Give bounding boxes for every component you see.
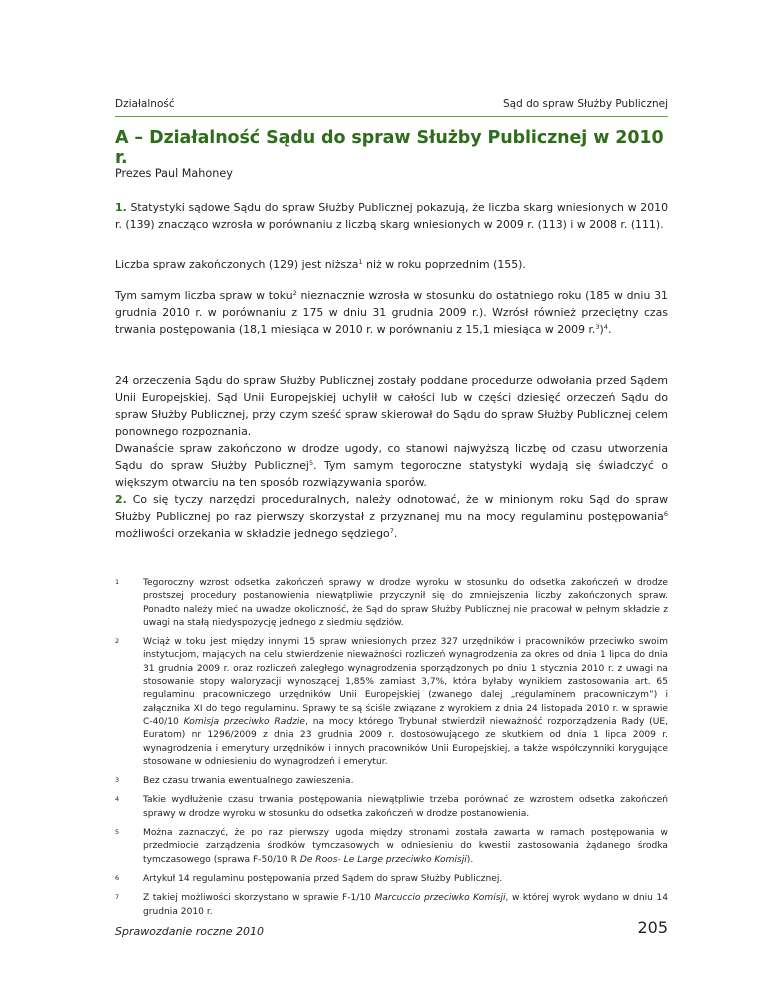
footnote-number: 7 [115,893,120,902]
paragraph-4 [115,372,668,440]
case-name: Komisja przeciwko Radzie [183,716,305,727]
case-name: Marcuccio przeciwko Komisji [374,893,506,904]
footnote-ref[interactable]: 1 [358,258,363,266]
footnote-ref[interactable]: 2 [292,289,297,297]
footnote-3 [115,775,668,788]
paragraph-text: Statystyki sądowe Sądu do spraw Służby Publicznej pokazują, że liczba skarg wniesionych w 2010 r. (139) znacząco wzrosła w porównaniu z liczbą skarg wniesionych w 2009 r. (113) i w 2008 r. (111). [115,201,668,231]
footnote-text: Bez czasu trwania ewentualnego zawieszenia. [143,776,354,787]
footnote-number: 3 [115,776,120,785]
paragraph-text: . [607,323,612,336]
paragraph-text: niż w roku poprzednim (155). [362,258,526,271]
footnote-text [143,636,668,769]
footnote-number: 4 [115,795,120,804]
running-header [115,98,668,110]
footnote-ref[interactable]: 7 [389,527,394,535]
paragraph-number: 2. [115,493,127,506]
footnote-text-part: Można zaznaczyć, że po raz pierwszy ugoda między stronami została zawarta w ramach postępowania w przedmiocie zarządzenia środków tymczasowych w odniesieniu do kwestii zastosowania żądanego środka tymczasowego (sprawa F-50/10 R [143,828,668,865]
paragraph-5 [115,440,668,491]
footnote-ref[interactable]: 6 [663,510,668,518]
footnote-5 [115,827,668,867]
footnote-6 [115,873,668,886]
paragraph-3 [115,287,668,338]
footnote-number: 2 [115,637,120,646]
paragraph-text: Liczba spraw zakończonych (129) jest niższa [115,258,359,271]
footnote-ref[interactable]: 3 [595,323,600,331]
footnote-text: Tegoroczny wzrost odsetka zakończeń sprawy w drodze wyroku w stosunku do odsetka zakończeń w drodze prostszej procedury postanowienia niewątpliwie przyczynił się do zmniejszenia liczby zakończonych spraw. Ponadto należy mieć na uwadze okoliczność, że Sąd do spraw Służby Publicznej nie pracował w pełnym składzie z uwagi na stałą niedyspozycję jednego z siedmiu sędziów. [143,578,668,628]
paragraph-1 [115,199,668,233]
footnote-text-part: , w której wyrok wydano w dniu 14 grudnia 2010 r. [143,893,669,917]
header-section: Działalność [115,98,175,110]
header-court: Sąd do spraw Służby Publicznej [503,98,668,110]
footnotes [115,577,668,925]
page-title: A – Działalność Sądu do spraw Służby Publicznej w 2010 r. [115,128,664,168]
paragraph-text: . Tym samym tegoroczne statystyki wydają się świadczyć o większym otwarciu na ten sposób rozwiązywania sporów. [115,459,668,489]
footnote-text-part: ). [466,854,474,865]
footnote-text [143,892,668,919]
footer-publication: Sprawozdanie roczne 2010 [115,925,265,938]
president-line: Prezes Paul Mahoney [115,167,233,180]
paragraph-text: . [393,527,398,540]
paragraph-6 [115,491,668,542]
footnote-number: 5 [115,828,120,837]
header-rule [115,116,668,117]
footnote-text [143,827,668,867]
page-number: 205 [637,918,668,937]
paragraph-text: Tym samym liczba spraw w toku [115,289,293,302]
paragraph-text: możliwości orzekania w składzie jednego sędziego [115,527,390,540]
footnote-ref[interactable]: 4 [603,323,608,331]
footnote-number: 6 [115,873,120,882]
footnote-number: 1 [115,578,120,586]
case-name: De Roos- Le Large przeciwko Komisji [299,854,467,865]
paragraph-number: 1. [115,201,127,214]
footnote-7 [115,892,668,919]
paragraph-text: ) [599,323,604,336]
footnote-2 [115,636,668,769]
document-page [115,0,668,994]
footnote-4 [115,794,668,821]
footnote-ref[interactable]: 5 [308,459,314,467]
paragraph-text: Dwanaście spraw zakończono w drodze ugody, co stanowi najwyższą liczbę od czasu utworzenia Sądu do spraw Służby Publicznej [115,442,668,472]
footnote-text-part: Z takiej możliwości skorzystano w sprawie F-1/10 [143,893,375,904]
footnote-1 [115,577,668,630]
paragraph-text: Co się tyczy narzędzi proceduralnych, należy odnotować, że w minionym roku Sąd do spraw Służby Publicznej po raz pierwszy skorzystał z przyznanej mu na mocy regulaminu postępowania [115,493,668,523]
paragraph-text: nieznacznie wzrosła w stosunku do ostatniego roku (185 w dniu 31 grudnia 2010 r. w porównaniu z 175 w dniu 31 grudnia 2009 r.). Wzrósł również przeciętny czas trwania postępowania (18,1 miesiąca w 2010 r. w porównaniu z 15,1 miesiąca w 2009 r. [115,289,668,336]
paragraph-text: 24 orzeczenia Sądu do spraw Służby Publicznej zostały poddane procedurze odwołania przed Sądem Unii Europejskiej. Sąd Unii Europejskiej uchylił w całości lub w części dziesięć orzeczeń Sądu do spraw Służby Publicznej, przy czym sześć spraw skierował do Sądu do spraw Służby Publicznej celem ponownego rozpoznania. [115,374,668,438]
footnote-text-part: , na mocy którego Trybunał stwierdził nieważność rozporządzenia Rady (UE, Euratom) nr 1296/2009 z dnia 23 grudnia 2009 r. dostosowującego ze skutkiem od dnia 1 lipca 2009 r. wynagrodzenia i emerytury urzędników i innych pracowników Unii Europejskiej, a także współczynniki korygujące stosowane w odniesieniu do wynagrodzeń i emerytur. [143,716,668,767]
footnote-text: Artykuł 14 regulaminu postępowania przed Sądem do spraw Służby Publicznej. [143,873,503,884]
paragraph-2 [115,256,668,273]
footnote-text-part: Wciąż w toku jest między innymi 15 spraw wniesionych przez 327 urzędników i pracowników przeciwko swoim instytucjom, mających na celu stwierdzenie nieważności rozliczeń wynagrodzenia za okres od dnia 1 lipca do dnia 31 grudnia 2009 r. oraz rozliczeń zaległego wynagrodzenia sporządzonych po dniu 1 stycznia 2010 r. z uwagi na stosowanie stopy waloryzacji wynoszącej 1,85% zamiast 3,7%, która byłaby wynikiem zastosowania art. 65 regulaminu pracowniczego urzędników Unii Europejskiej (zwanego dalej „regulaminem pracowniczym”) i załącznika XI do tego regulaminu. Sprawy te są ściśle związane z wyrokiem z dnia 24 listopada 2010 r. w sprawie C-40/10 [143,637,668,727]
footnote-text: Takie wydłużenie czasu trwania postępowania niewątpliwie trzeba porównać ze wzrostem odsetka zakończeń sprawy w drodze wyroku w stosunku do odsetka zakończeń w drodze postanowienia. [143,795,668,819]
